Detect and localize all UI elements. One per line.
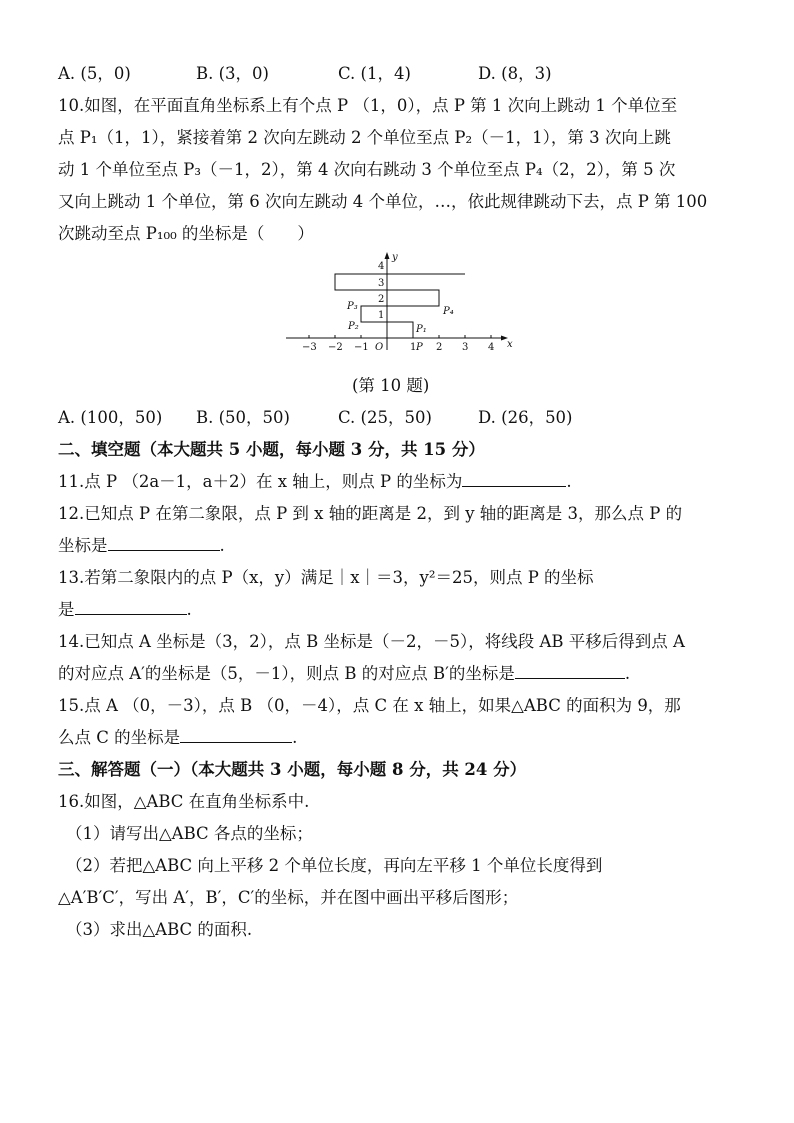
point-label-p2: P₂ <box>348 321 359 332</box>
q10-option-b: B. (50，50) <box>196 408 290 427</box>
q14-end: . <box>624 664 631 683</box>
q16-stem: 16.如图，△ABC 在直角坐标系中. <box>58 792 310 811</box>
q16-part-1: （1）请写出△ABC 各点的坐标； <box>66 824 313 843</box>
section3-title: 三、解答题（一）（本大题共 3 小题，每小题 8 分，共 24 分） <box>58 760 527 779</box>
q9-option-d: D. (8，3) <box>478 64 552 83</box>
q11-line <box>58 470 572 494</box>
q10-line-1: 10.如图，在平面直角坐标系上有个点 P （1，0），点 P 第 1 次向上跳动 1 个单位至 <box>58 96 678 115</box>
q14-line-1: 14.已知点 A 坐标是（3，2），点 B 坐标是（－2，－5），将线段 AB 平移后得到点 A <box>58 632 685 651</box>
q12-end: . <box>219 536 225 555</box>
q12-line-2 <box>58 534 225 558</box>
q13-line-2 <box>58 598 192 622</box>
q16-part-3: （3）求出△ABC 的面积. <box>66 920 253 939</box>
q15-line-2 <box>58 726 297 750</box>
q10-option-c: C. (25，50) <box>338 408 432 427</box>
q15-text: 么点 C 的坐标是 <box>58 728 181 747</box>
q10-option-a: A. (100，50) <box>58 408 163 427</box>
q10-figure-caption: (第 10 题) <box>352 376 430 395</box>
point-label-p1: P₁ <box>416 324 427 335</box>
q9-option-c: C. (1，4) <box>338 64 411 83</box>
q14-text: 的对应点 A′的坐标是（5，－1），则点 B 的对应点 B′的坐标是 <box>58 664 515 683</box>
q10-line-5: 次跳动至点 P₁₀₀ 的坐标是（ ） <box>58 224 314 243</box>
q9-option-b: B. (3，0) <box>196 64 269 83</box>
q15-answer-blank[interactable] <box>180 726 292 743</box>
q16-part-2-line-2: △A′B′C′，写出 A′，B′，C′的坐标，并在图中画出平移后图形； <box>58 888 519 907</box>
y-tick-label: 2 <box>378 294 385 305</box>
q10-line-2: 点 P₁（1，1），紧接着第 2 次向左跳动 2 个单位至点 P₂（－1，1），第 3 次向上跳 <box>58 128 671 147</box>
q15-end: . <box>292 728 298 747</box>
y-axis-label: y <box>392 252 398 263</box>
origin-label: O <box>375 342 384 353</box>
x-tick-label: 4 <box>488 342 495 353</box>
y-tick-label: 4 <box>378 261 385 272</box>
q12-answer-blank[interactable] <box>108 534 220 551</box>
q11-text: 11.点 P （2a－1，a＋2）在 x 轴上，则点 P 的坐标为 <box>58 472 463 491</box>
q13-answer-blank[interactable] <box>75 598 187 615</box>
q16-part-2-line-1: （2）若把△ABC 向上平移 2 个单位长度，再向左平移 1 个单位长度得到 <box>66 856 603 875</box>
x-tick-label: 2 <box>436 342 443 353</box>
q15-line-1: 15.点 A （0，－3），点 B （0，－4），点 C 在 x 轴上，如果△ABC 的面积为 9，那 <box>58 696 681 715</box>
q13-end: . <box>186 600 192 619</box>
q11-answer-blank[interactable] <box>462 470 566 487</box>
point-label-p4: P₄ <box>443 306 454 317</box>
x-tick-label: 1 <box>410 342 417 353</box>
x-axis-label: x <box>507 339 513 350</box>
q10-option-d: D. (26，50) <box>478 408 573 427</box>
q14-answer-blank[interactable] <box>515 662 625 679</box>
point-label-p: P <box>416 342 423 353</box>
q10-line-3: 动 1 个单位至点 P₃（－1，2），第 4 次向右跳动 3 个单位至点 P₄（2，2），第 5 次 <box>58 160 676 179</box>
x-tick-label: −1 <box>354 342 369 353</box>
x-tick-label: 3 <box>462 342 469 353</box>
x-tick-label: −3 <box>302 342 317 353</box>
x-tick-label: −2 <box>328 342 343 353</box>
q13-line-1: 13.若第二象限内的点 P（x，y）满足｜x｜＝3，y²＝25，则点 P 的坐标 <box>58 568 594 587</box>
q12-text: 坐标是 <box>58 536 108 555</box>
q11-end: . <box>566 472 572 491</box>
q10-line-4: 又向上跳动 1 个单位，第 6 次向左跳动 4 个单位，…，依此规律跳动下去，点 P 第 100 <box>58 192 708 211</box>
q13-text: 是 <box>58 600 75 619</box>
y-tick-label: 1 <box>378 310 385 321</box>
q9-option-a: A. (5，0) <box>58 64 131 83</box>
q14-line-2 <box>58 662 630 686</box>
y-axis-arrow <box>385 252 390 259</box>
y-tick-label: 3 <box>378 278 385 289</box>
q10-coordinate-figure <box>282 250 516 356</box>
point-label-p3: P₃ <box>347 301 358 312</box>
section2-title: 二、填空题（本大题共 5 小题，每小题 3 分，共 15 分） <box>58 440 485 459</box>
q12-line-1: 12.已知点 P 在第二象限，点 P 到 x 轴的距离是 2，到 y 轴的距离是 3，那么点 P 的 <box>58 504 683 523</box>
